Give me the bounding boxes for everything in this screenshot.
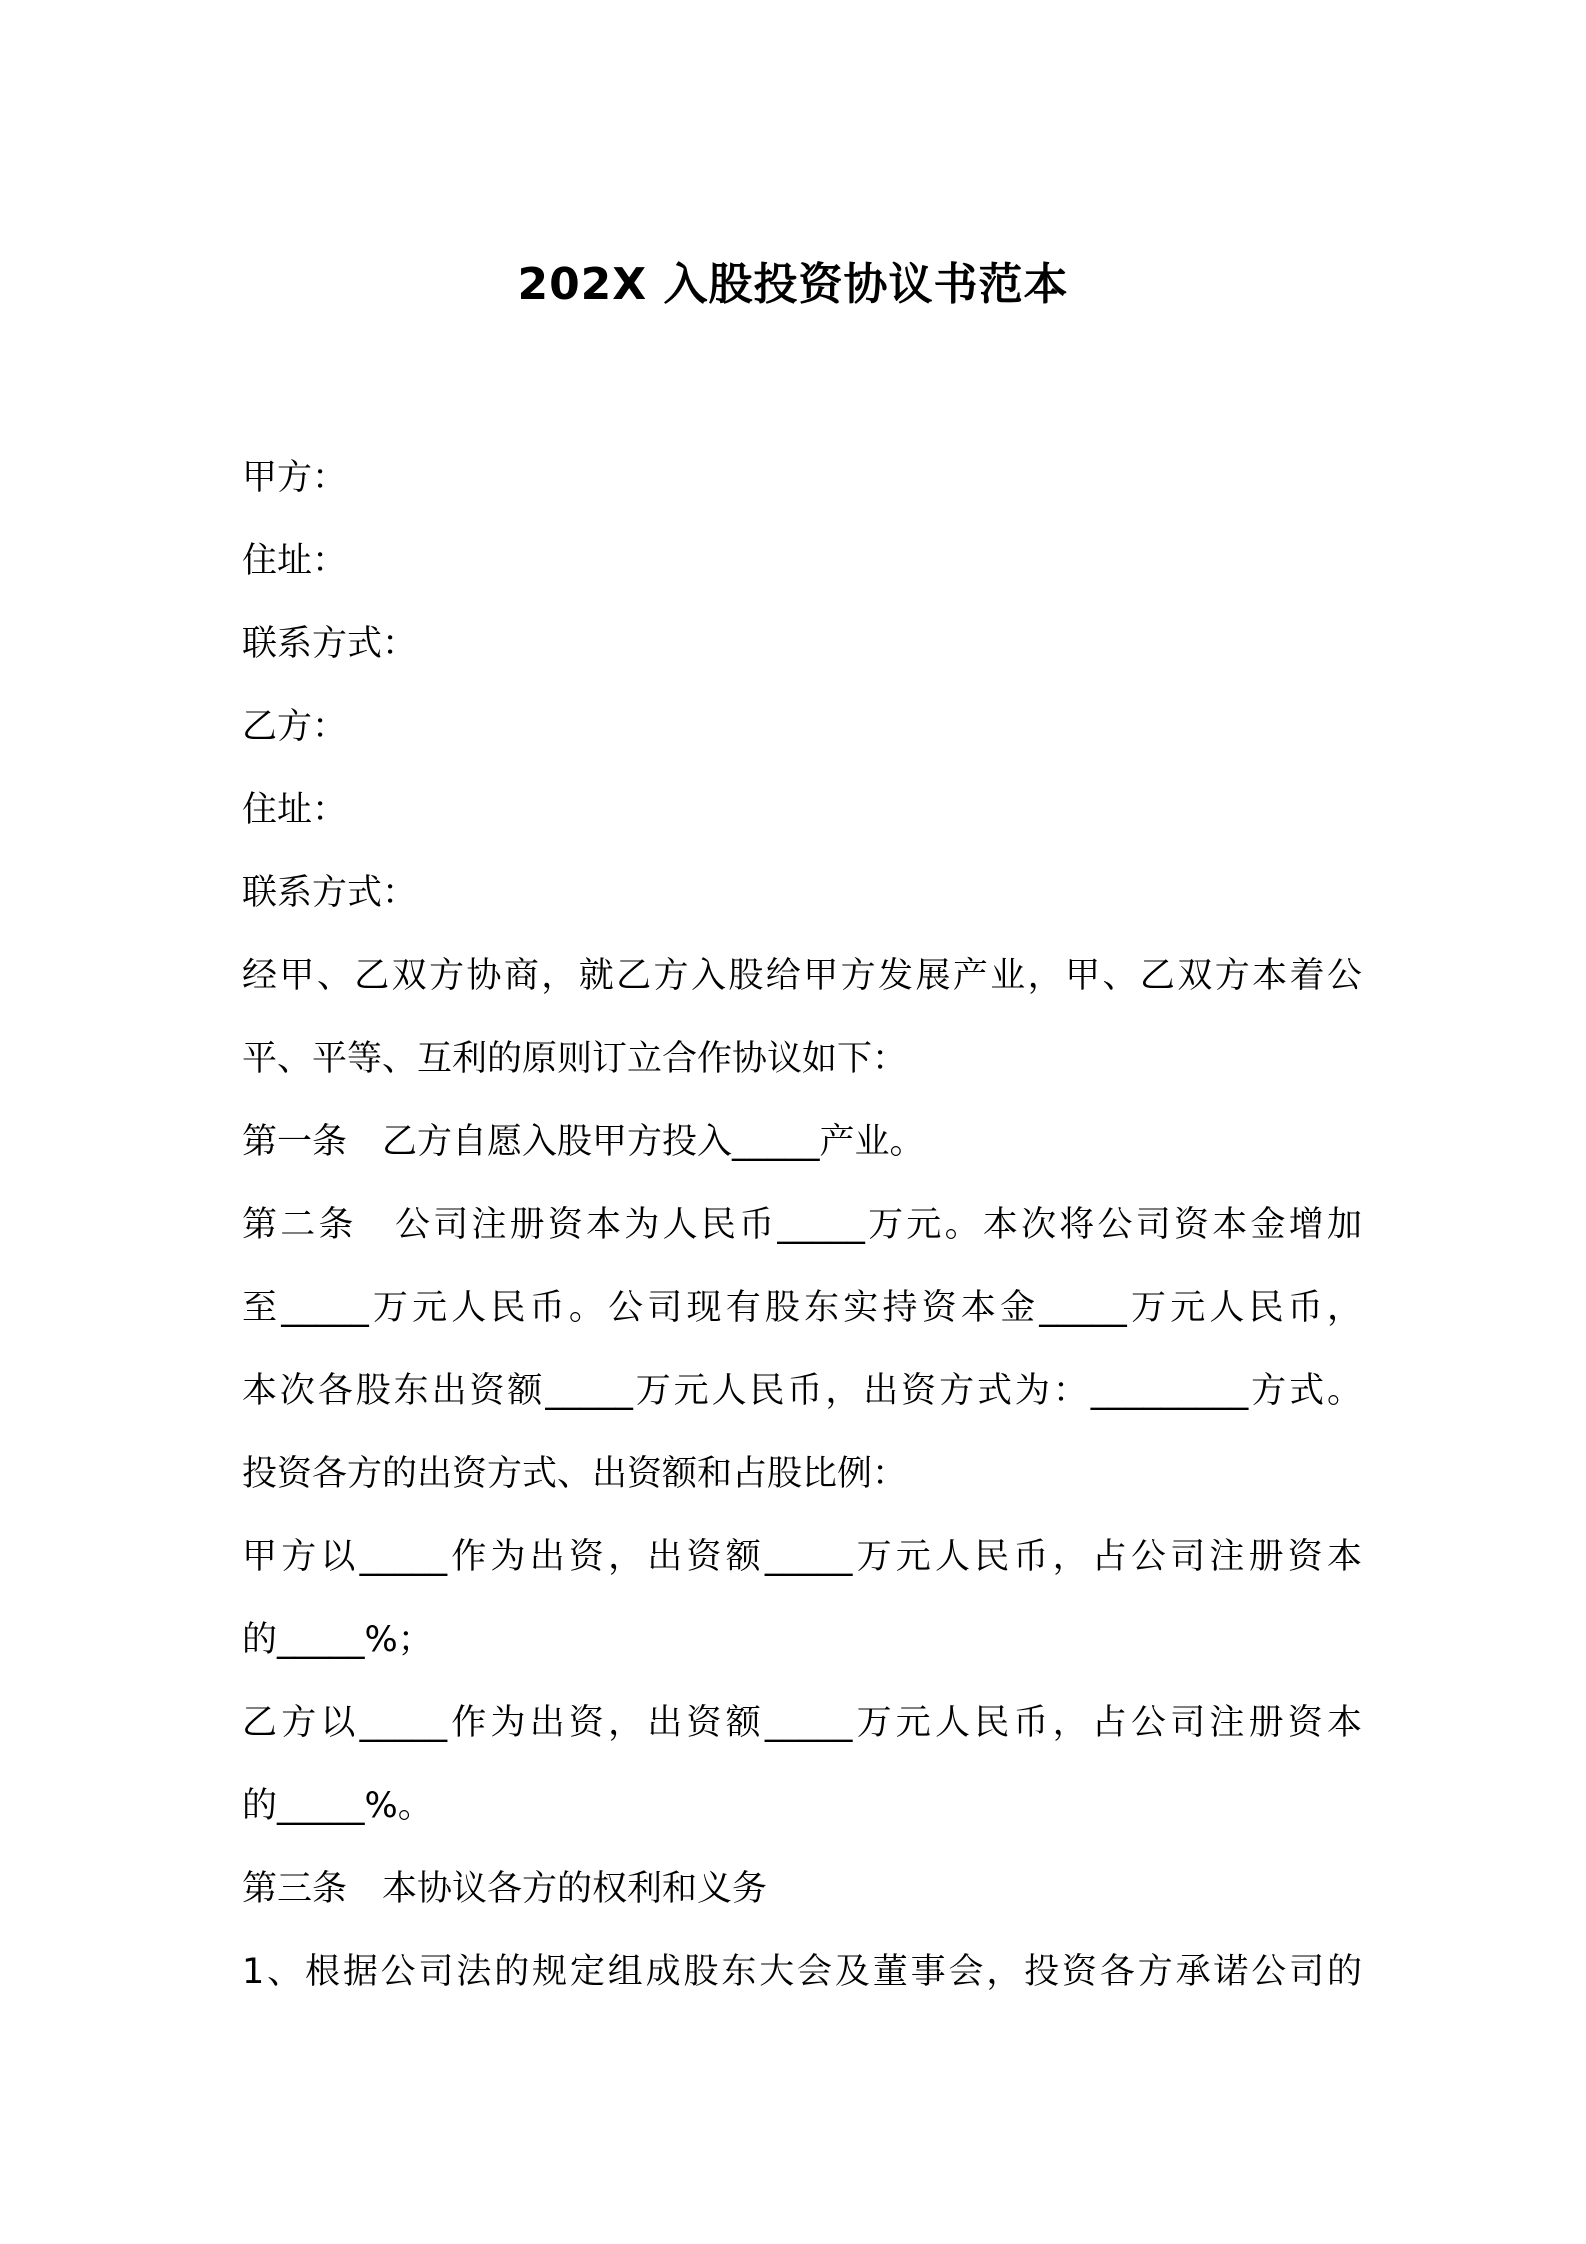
article-3-item-1: 1、根据公司法的规定组成股东大会及董事会，投资各方承诺公司的 — [242, 1952, 1362, 1992]
party-a-address-label: 住址： — [242, 541, 348, 581]
document-title: 202X 入股投资协议书范本 — [517, 259, 1069, 310]
party-a-contact-label: 联系方式： — [242, 624, 418, 664]
party-b-address-label: 住址： — [242, 790, 348, 830]
article-3-heading: 第三条 本协议各方的权利和义务 — [242, 1869, 768, 1909]
preamble-line-2: 平、平等、互利的原则订立合作协议如下： — [242, 1039, 908, 1079]
article-2-line-3: 本次各股东出资额_____万元人民币，出资方式为：_________方式。 — [242, 1371, 1362, 1411]
contribution-heading: 投资各方的出资方式、出资额和占股比例： — [242, 1454, 908, 1494]
preamble-line-1: 经甲、乙双方协商，就乙方入股给甲方发展产业，甲、乙双方本着公 — [242, 956, 1362, 996]
article-2-line-2: 至_____万元人民币。公司现有股东实持资本金_____万元人民币， — [242, 1288, 1362, 1328]
party-b-contribution-line-2: 的_____%。 — [242, 1786, 433, 1826]
article-1: 第一条 乙方自愿入股甲方投入_____产业。 — [242, 1122, 925, 1162]
article-2-line-1: 第二条 公司注册资本为人民币_____万元。本次将公司资本金增加 — [242, 1205, 1362, 1245]
party-b-label: 乙方： — [242, 707, 348, 747]
party-a-contribution-line-2: 的_____%； — [242, 1620, 433, 1660]
party-b-contribution-line-1: 乙方以_____作为出资，出资额_____万元人民币，占公司注册资本 — [242, 1703, 1362, 1743]
party-a-label: 甲方： — [242, 458, 348, 498]
party-a-contribution-line-1: 甲方以_____作为出资，出资额_____万元人民币，占公司注册资本 — [242, 1537, 1362, 1577]
party-b-contact-label: 联系方式： — [242, 873, 418, 913]
